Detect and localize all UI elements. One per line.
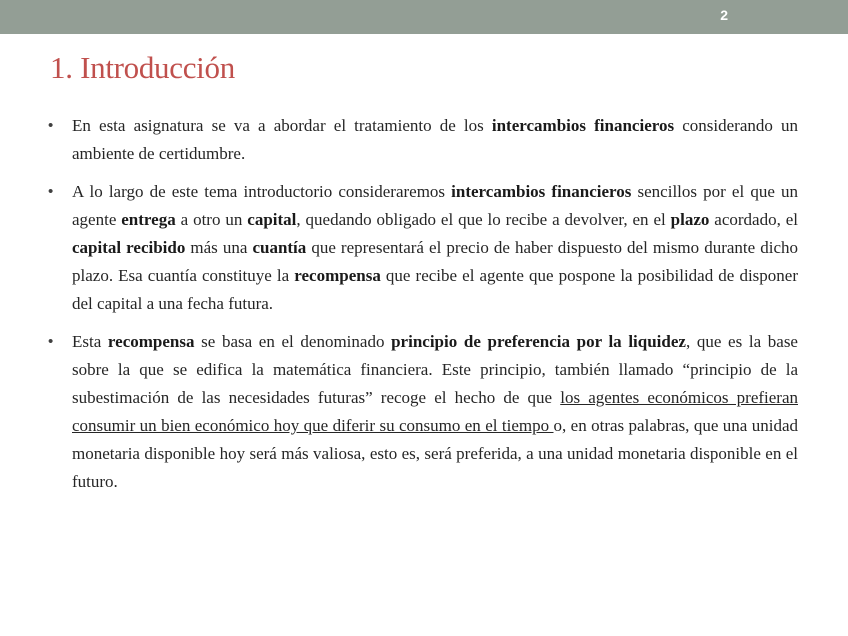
- bold-term: plazo: [670, 210, 710, 229]
- bold-term: intercambios financieros: [451, 182, 632, 201]
- bold-term: intercambios financieros: [491, 116, 675, 135]
- bullet-list: [72, 112, 798, 506]
- text-segment: , quedando obligado el que lo recibe a devolver, en el: [296, 210, 671, 229]
- bold-term: capital: [247, 210, 297, 229]
- text-segment: considerando un ambiente de certidumbre.: [72, 116, 798, 163]
- bold-term: cuantía: [252, 238, 307, 257]
- top-bar: [0, 0, 848, 34]
- slide-number: 2: [720, 7, 728, 23]
- bullet-item: [72, 112, 798, 168]
- text-segment: se basa en el denominado: [194, 332, 392, 351]
- bold-term: recompensa: [294, 266, 381, 285]
- text-segment: sencillos por el que un agente: [72, 182, 798, 229]
- text-segment: que representará el precio de haber dispuesto del mismo durante dicho plazo. Esa cuantía constituye la: [72, 238, 798, 285]
- text-segment: a otro un: [175, 210, 248, 229]
- bold-term: recompensa: [107, 332, 195, 351]
- slide-title: 1. Introducción: [50, 50, 235, 85]
- text-segment: A lo largo de este tema introductorio consideraremos: [72, 182, 452, 201]
- bullet-item: [72, 178, 798, 318]
- text-segment: más una: [185, 238, 253, 257]
- text-segment: , que es la base sobre la que se edifica la matemática financiera. Este principio, también llamado “principio de la subestimación de las necesidades futuras” recoge el hecho de que: [72, 332, 798, 407]
- text-segment: acordado, el: [709, 210, 798, 229]
- bold-term: principio de preferencia por la liquidez: [391, 332, 686, 351]
- bold-term: entrega: [121, 210, 176, 229]
- text-segment: que recibe el agente que pospone la posibilidad de disponer del capital a una fecha futura.: [72, 266, 798, 313]
- bold-term: capital recibido: [72, 238, 186, 257]
- text-segment: o, en otras palabras, que una unidad monetaria disponible hoy será más valiosa, esto es, será preferida, a una unidad monetaria disponible en el futuro.: [72, 416, 798, 491]
- bullet-item: [72, 328, 798, 496]
- underlined-text: los agentes económicos prefieran consumir un bien económico hoy que diferir su consumo en el tiempo: [72, 388, 798, 435]
- text-segment: En esta asignatura se va a abordar el tratamiento de los: [72, 116, 492, 135]
- text-segment: Esta: [72, 332, 108, 351]
